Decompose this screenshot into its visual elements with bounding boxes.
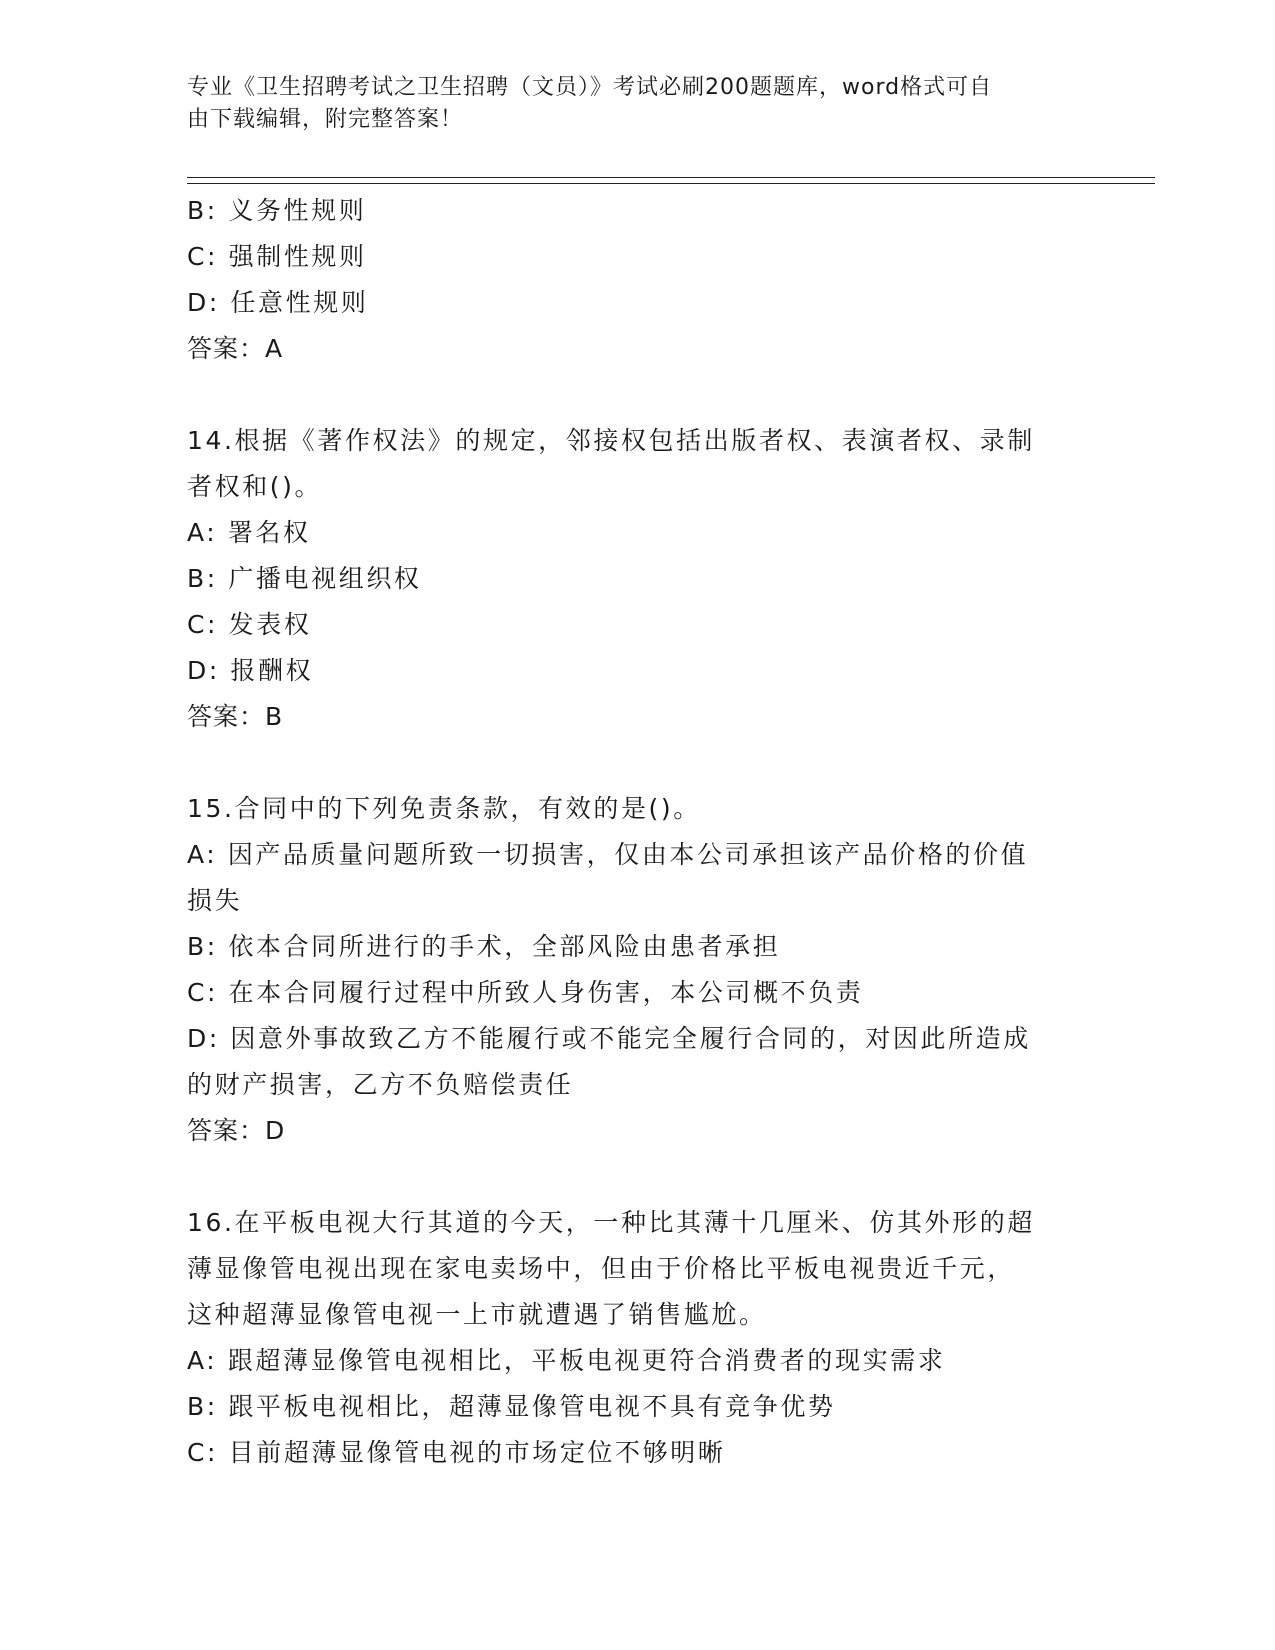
option-a-continued: 损失 (187, 886, 243, 915)
question-content (187, 188, 1087, 1476)
question-13-continuation (187, 188, 1087, 372)
question-stem-line: 16.在平板电视大行其道的今天，一种比其薄十几厘米、仿其外形的超 (187, 1208, 1035, 1237)
question-14 (187, 418, 1087, 740)
option-a: A: 因产品质量问题所致一切损害，仅由本公司承担该产品价格的价值 (187, 840, 1029, 869)
option-c: C: 在本合同履行过程中所致人身伤害，本公司概不负责 (187, 978, 864, 1007)
option-b: B: 跟平板电视相比，超薄显像管电视不具有竞争优势 (187, 1392, 836, 1421)
option-d: D: 任意性规则 (187, 288, 369, 317)
header-line-2: 由下载编辑，附完整答案！ (187, 107, 464, 132)
option-a: A: 跟超薄显像管电视相比，平板电视更符合消费者的现实需求 (187, 1346, 946, 1375)
document-header (187, 72, 1067, 136)
answer-line: 答案：B (187, 702, 284, 731)
answer-line: 答案：D (187, 1116, 286, 1145)
question-15 (187, 786, 1087, 1154)
question-stem-line: 这种超薄显像管电视一上市就遭遇了销售尴尬。 (187, 1300, 767, 1329)
option-d-continued: 的财产损害，乙方不负赔偿责任 (187, 1070, 574, 1099)
option-a: A: 署名权 (187, 518, 311, 547)
option-b: B: 依本合同所进行的手术，全部风险由患者承担 (187, 932, 781, 961)
question-16 (187, 1200, 1087, 1476)
option-d: D: 报酬权 (187, 656, 314, 685)
question-stem-line: 14.根据《著作权法》的规定，邻接权包括出版者权、表演者权、录制 (187, 426, 1035, 455)
question-stem-line: 薄显像管电视出现在家电卖场中，但由于价格比平板电视贵近千元， (187, 1254, 1016, 1283)
option-c: C: 发表权 (187, 610, 312, 639)
option-c: C: 强制性规则 (187, 242, 367, 271)
option-d: D: 因意外事故致乙方不能履行或不能完全履行合同的，对因此所造成 (187, 1024, 1031, 1053)
answer-line: 答案：A (187, 334, 284, 363)
question-stem-line: 15.合同中的下列免责条款，有效的是()。 (187, 794, 701, 823)
header-line-1: 专业《卫生招聘考试之卫生招聘（文员）》考试必刷200题题库，word格式可自 (187, 75, 993, 100)
option-c: C: 目前超薄显像管电视的市场定位不够明晰 (187, 1438, 726, 1467)
option-b: B: 广播电视组织权 (187, 564, 422, 593)
option-b: B: 义务性规则 (187, 196, 367, 225)
header-divider-top (187, 177, 1155, 178)
question-stem-line: 者权和()。 (187, 472, 323, 501)
header-divider-bottom (187, 183, 1155, 184)
